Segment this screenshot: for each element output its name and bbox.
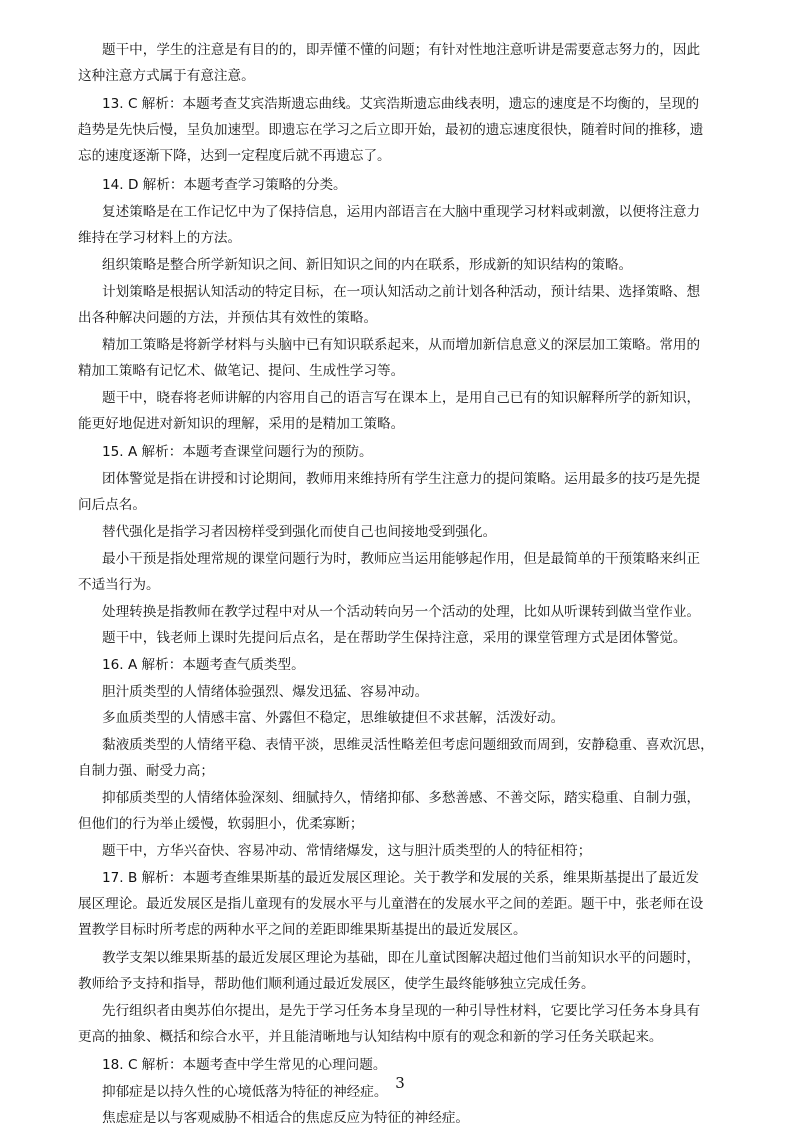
paragraph-line: 问后点名。 <box>78 497 146 513</box>
paragraph-line: 题干中，学生的注意是有目的的，即弄懂不懂的问题；有针对性地注意听讲是需要意志努力的，因此 <box>102 42 701 58</box>
paragraph-line: 先行组织者由奥苏伯尔提出，是先于学习任务本身呈现的一种引导性材料，它要比学习任务本身具有 <box>102 1003 701 1019</box>
paragraph-line: 组织策略是整合所学新知识之间、新旧知识之间的内在联系，形成新的知识结构的策略。 <box>102 257 633 273</box>
paragraph-line: 置教学目标时所考虑的两种水平之间的差距即维果斯基提出的最近发展区。 <box>78 922 527 938</box>
paragraph-line: 出各种解决问题的方法，并预估其有效性的策略。 <box>78 310 378 326</box>
paragraph-line: 胆汁质类型的人情绪体验强烈、爆发迅猛、容易冲动。 <box>102 684 429 700</box>
paragraph-line: 但他们的行为举止缓慢，软弱胆小，优柔寡断； <box>78 816 364 832</box>
paragraph-line: 维持在学习材料上的方法。 <box>78 230 242 246</box>
paragraph-line: 自制力强、耐受力高； <box>78 763 214 779</box>
paragraph-line: 焦虑症是以与客观威胁不相适合的焦虑反应为特征的神经症。 <box>102 1110 470 1126</box>
paragraph-line: 这种注意方式属于有意注意。 <box>78 68 255 84</box>
paragraph-line: 复述策略是在工作记忆中为了保持信息，运用内部语言在大脑中重现学习材料或刺激，以便将注意力 <box>102 204 701 220</box>
paragraph-line: 能更好地促进对新知识的理解，采用的是精加工策略。 <box>78 416 405 432</box>
paragraph-line: 15. A 解析：本题考查课堂问题行为的预防。 <box>102 444 373 460</box>
paragraph-line: 计划策略是根据认知活动的特定目标，在一项认知活动之前计划各种活动，预计结果、选择策略、想 <box>102 284 701 300</box>
paragraph-line: 17. B 解析：本题考查维果斯基的最近发展区理论。关于教学和发展的关系，维果斯基提出了最近发 <box>102 870 699 886</box>
paragraph-line: 题干中，钱老师上课时先提问后点名，是在帮助学生保持注意，采用的课堂管理方式是团体警觉。 <box>102 630 687 646</box>
paragraph-line: 教师给予支持和指导，帮助他们顺利通过最近发展区，使学生最终能够独立完成任务。 <box>78 976 595 992</box>
paragraph-line: 不适当行为。 <box>78 577 160 593</box>
paragraph-line: 抑郁质类型的人情绪体验深刻、细腻持久，情绪抑郁、多愁善感、不善交际，踏实稳重、自制力强， <box>102 790 701 806</box>
paragraph-line: 精加工策略有记忆术、做笔记、提问、生成性学习等。 <box>78 363 405 379</box>
paragraph-line: 教学支架以维果斯基的最近发展区理论为基础，即在儿童试图解决超过他们当前知识水平的问题时， <box>102 950 701 966</box>
paragraph-line: 最小干预是指处理常规的课堂问题行为时，教师应当运用能够起作用，但是最简单的干预策略来纠正 <box>102 551 701 567</box>
paragraph-line: 更高的抽象、概括和综合水平，并且能清晰地与认知结构中原有的观念和新的学习任务关联起来。 <box>78 1029 663 1045</box>
paragraph-line: 团体警觉是指在讲授和讨论期间，教师用来维持所有学生注意力的提问策略。运用最多的技巧是先提 <box>102 471 701 487</box>
paragraph-line: 抑郁症是以持久性的心境低落为特征的神经症。 <box>102 1084 388 1100</box>
paragraph-line: 13. C 解析：本题考查艾宾浩斯遗忘曲线。艾宾浩斯遗忘曲线表明，遗忘的速度是不均衡的，呈现的 <box>102 96 700 112</box>
paragraph-line: 处理转换是指教师在教学过程中对从一个活动转向另一个活动的处理，比如从听课转到做当堂作业。 <box>102 604 701 620</box>
paragraph-line: 黏液质类型的人情绪平稳、表情平淡，思维灵活性略差但考虑问题细致而周到，安静稳重、喜欢沉思， <box>102 737 714 753</box>
paragraph-line: 题干中，晓春将老师讲解的内容用自己的语言写在课本上，是用自己已有的知识解释所学的新知识， <box>102 390 701 406</box>
paragraph-line: 精加工策略是将新学材料与头脑中已有知识联系起来，从而增加新信息意义的深层加工策略。常用的 <box>102 337 701 353</box>
paragraph-line: 趋势是先快后慢，呈负加速型。即遗忘在学习之后立即开始，最初的遗忘速度很快，随着时间的推移，遗 <box>78 122 704 138</box>
paragraph-line: 忘的速度逐渐下降，达到一定程度后就不再遗忘了。 <box>78 148 391 164</box>
paragraph-line: 18. C 解析：本题考查中学生常见的心理问题。 <box>102 1057 387 1073</box>
paragraph-line: 16. A 解析：本题考查气质类型。 <box>102 657 305 673</box>
paragraph-line: 展区理论。最近发展区是指儿童现有的发展水平与儿童潜在的发展水平之间的差距。题干中，张老师在设 <box>78 896 704 912</box>
paragraph-line: 替代强化是指学习者因榜样受到强化而使自己也间接地受到强化。 <box>102 524 497 540</box>
page-number: 3 <box>395 1074 405 1092</box>
paragraph-line: 题干中，方华兴奋快、容易冲动、常情绪爆发，这与胆汁质类型的人的特征相符； <box>102 843 592 859</box>
paragraph-line: 多血质类型的人情感丰富、外露但不稳定，思维敏捷但不求甚解，活泼好动。 <box>102 710 565 726</box>
paragraph-line: 14. D 解析：本题考查学习策略的分类。 <box>102 177 347 193</box>
